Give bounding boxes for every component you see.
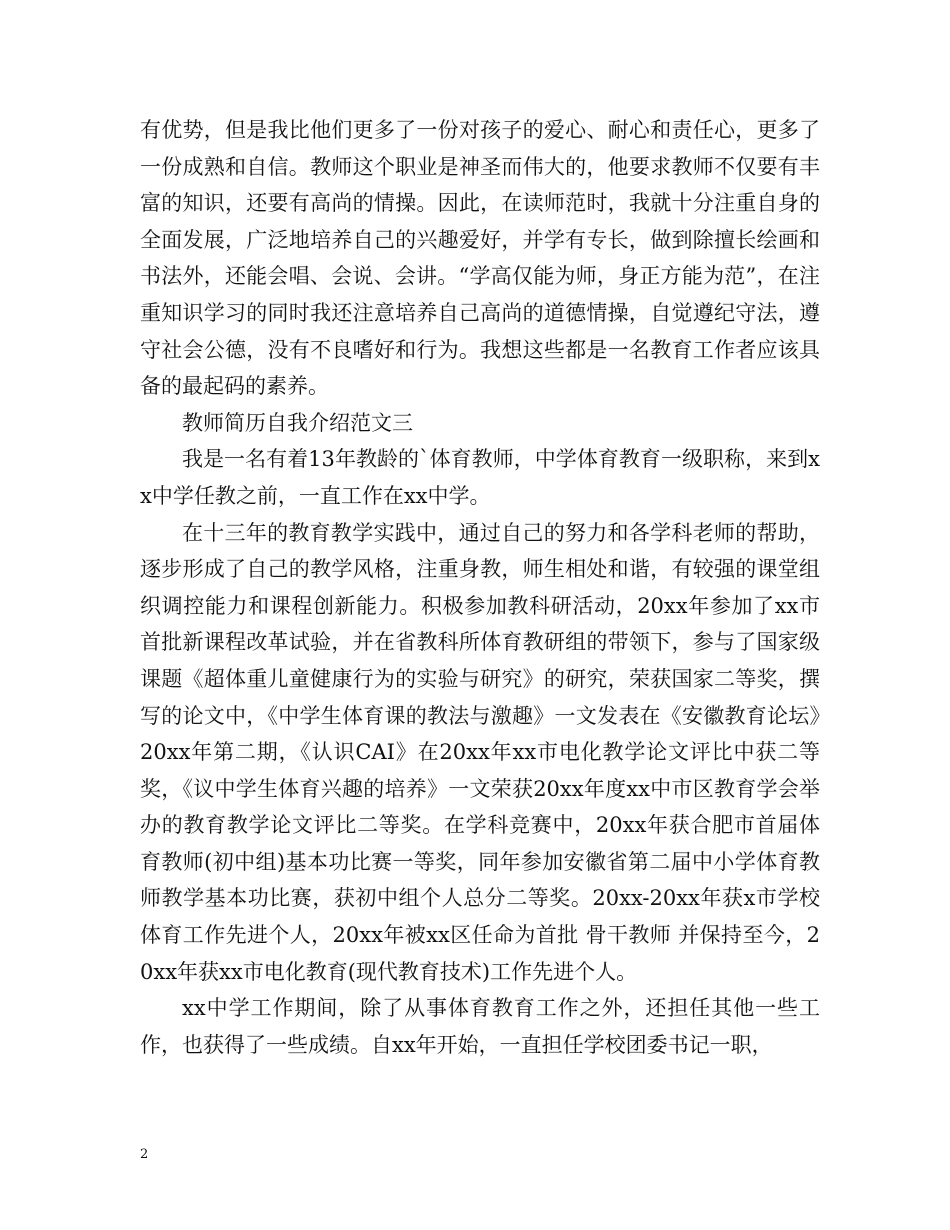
document-body [140,112,820,1063]
paragraph-intro: 我是一名有着13年教龄的`体育教师，中学体育教育一级职称，来到xx中学任教之前，一直工作在xx中学。 [140,447,820,508]
paragraph-experience: 在十三年的教育教学实践中，通过自己的努力和各学科老师的帮助，逐步形成了自己的教学风格，注重身教，师生相处和谐，有较强的课堂组织调控能力和课程创新能力。积极参加教科研活动，20xx年参加了xx市首批新课程改革试验，并在省教科所体育教研组的带领下，参与了国家级课题《超体重儿童健康行为的实验与研究》的研究，荣获国家二等奖，撰写的论文中，《中学生体育课的教法与激趣》一文发表在《安徽教育论坛》20xx年第二期，《认识CAI》在20xx年xx市电化教学论文评比中获二等奖，《议中学生体育兴趣的培养》一文荣获20xx年度xx中市区教育学会举办的教育教学论文评比二等奖。在学科竞赛中，20xx年获合肥市首届体育教师(初中组)基本功比赛一等奖，同年参加安徽省第二届中小学体育教师教学基本功比赛，获初中组个人总分二等奖。20xx-20xx年获x市学校体育工作先进个人，20xx年被xx区任命为首批 骨干教师 并保持至今，20xx年获xx市电化教育(现代教育技术)工作先进个人。 [140,520,820,984]
section-heading: 教师简历自我介绍范文三 [182,410,413,435]
paragraph-continuation: 有优势，但是我比他们更多了一份对孩子的爱心、耐心和责任心，更多了一份成熟和自信。教师这个职业是神圣而伟大的，他要求教师不仅要有丰富的知识，还要有高尚的情操。因此，在读师范时，我就十分注重自身的全面发展，广泛地培养自己的兴趣爱好，并学有专长，做到除擅长绘画和书法外，还能会唱、会说、会讲。“学高仅能为师，身正方能为范”，在注重知识学习的同时我还注意培养自己高尚的道德情操，自觉遵纪守法，遵守社会公德，没有不良嗜好和行为。我想这些都是一名教育工作者应该具备的最起码的素养。 [140,118,820,399]
paragraph-other-work: xx中学工作期间，除了从事体育教育工作之外，还担任其他一些工作，也获得了一些成绩。自xx年开始，一直担任学校团委书记一职， [140,996,820,1057]
page-number: 2 [140,1147,149,1162]
